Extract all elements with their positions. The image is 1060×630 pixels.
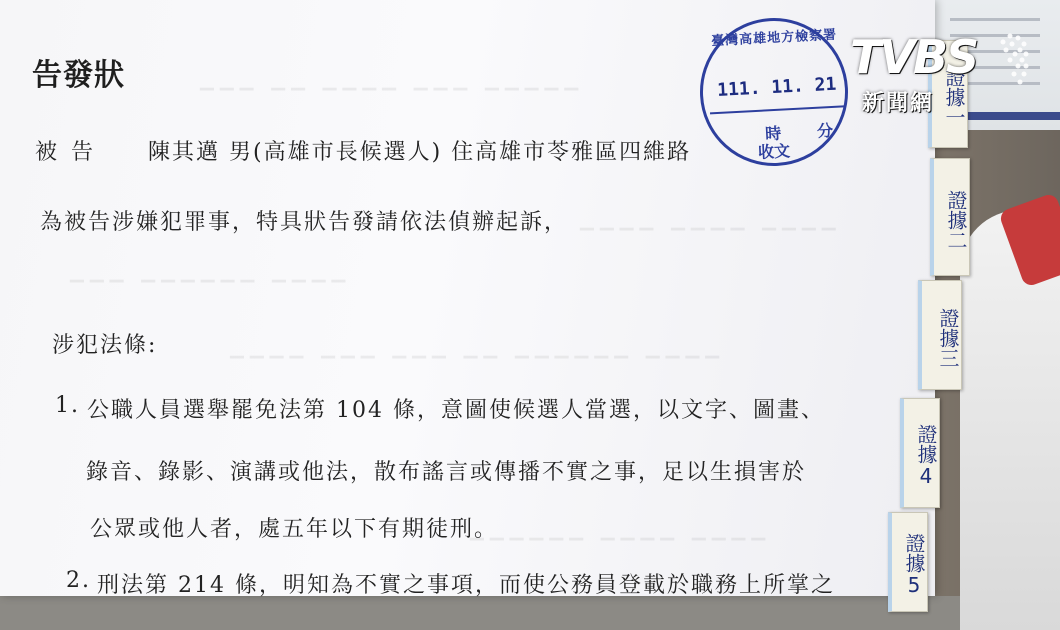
logo-dots-icon [970,30,1030,90]
law-item-number: 1. [55,393,80,418]
evidence-tab: 證據4 [900,398,940,508]
evidence-tab: 證據二 [930,158,970,276]
stamp-date: 111. 11. 21 [716,73,837,101]
receipt-stamp [696,14,852,170]
defendant-details: 陳其邁 男(高雄市長候選人) 住高雄市苓雅區四維路 [148,140,692,165]
law-item-text: 公職人員選舉罷免法第 104 條，意圖使候選人當選，以文字、圖畫、 [87,398,825,423]
logo-brand: TVBS [850,30,978,84]
stamp-time-label: 時 [764,123,782,144]
law-item-number: 2. [66,568,91,593]
defendant-label: 被告 [35,140,108,165]
bleed-through-text: ▁▁▁ ▁▁ ▁▁▁▁ ▁▁▁ ▁▁▁▁▁ [200,70,585,91]
stamp-minute-label: 分 [816,120,834,141]
tvbs-logo [850,30,1030,120]
stamp-divider [710,105,846,114]
law-item-text: 錄音、錄影、演講或他法，散布謠言或傳播不實之事，足以生損害於 [86,460,807,485]
board-text-line [950,18,1040,21]
evidence-tab: 證據5 [888,512,928,612]
evidence-tab: 證據一 [928,40,968,148]
stamp-agency: 臺灣高雄地方檢察署 [710,27,838,50]
logo-subtitle: 新聞網 [862,91,935,116]
bleed-through-text: ▁▁▁ ▁▁▁▁▁▁ ▁▁▁▁ [70,262,352,283]
law-item-text: 刑法第 214 條，明知為不實之事項，而使公務員登載於職務上所掌之 [97,573,835,598]
bleed-through-text: ▁▁▁▁ ▁▁▁▁ ▁▁▁▁ [580,210,842,231]
law-item-text: 公眾或他人者，處五年以下有期徒刑。 [90,517,499,542]
document-title: 告發狀 [32,58,125,93]
bleed-through-text: ▁▁▁▁ ▁▁▁ ▁▁▁ ▁▁ ▁▁▁▁▁▁ ▁▁▁▁ [230,338,726,359]
evidence-tab: 證據三 [918,280,962,390]
laws-heading: 涉犯法條: [52,333,158,358]
bleed-through-text: ▁▁▁▁▁▁ ▁▁▁▁ ▁▁▁▁ [470,520,772,541]
stamp-received-label: 收文 [757,141,791,162]
complaint-purpose: 為被告涉嫌犯罪事，特具狀告發請依法偵辦起訴， [40,210,569,235]
